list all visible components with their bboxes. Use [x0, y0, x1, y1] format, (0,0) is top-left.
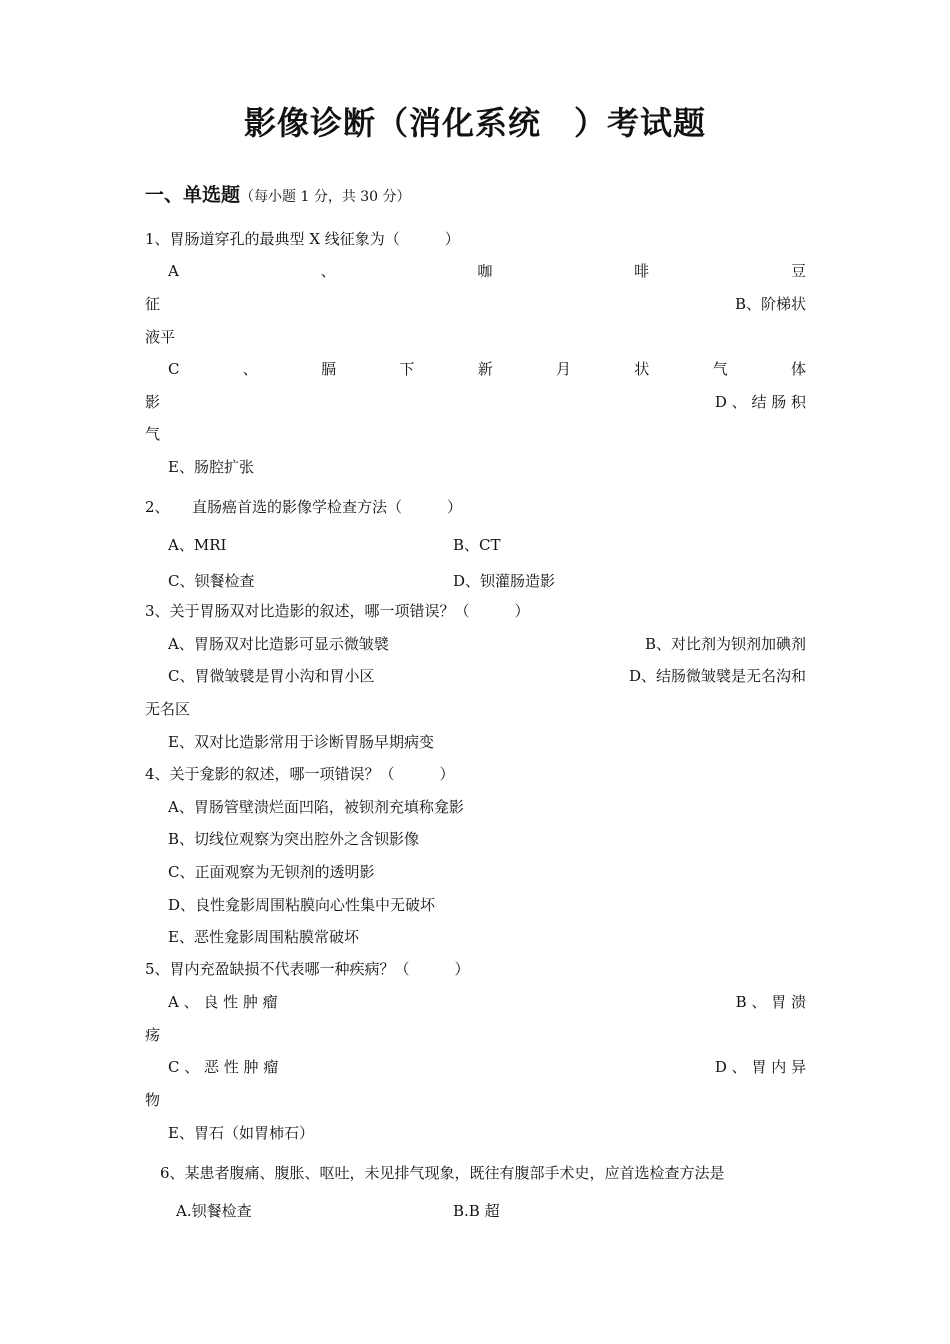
q1-a-tail: 征 — [145, 295, 161, 313]
q5-option-b: B 、 胃 溃 — [735, 993, 806, 1011]
q1-c-char: 膈 — [321, 360, 337, 378]
section-heading-text: 一、单选题 — [145, 184, 241, 206]
q1-c-char: 、 — [242, 360, 258, 378]
q5-option-d: D 、 胃 内 异 — [714, 1058, 806, 1076]
q3-stem: 3、关于胃肠双对比造影的叙述，哪一项错误？（ ） — [145, 602, 530, 620]
q5-option-e: E、胃石（如胃柿石） — [168, 1124, 314, 1142]
q6-stem: 6、某患者腹痛、腹胀、呕吐，未见排气现象，既往有腹部手术史，应首选检查方法是 — [160, 1164, 725, 1182]
q5-option-c: C 、 恶 性 肿 瘤 — [168, 1058, 279, 1076]
q5-b-tail: 疡 — [145, 1026, 161, 1044]
section-note: （每小题 1 分，共 30 分） — [240, 189, 411, 205]
q2-option-a: A、MRI — [168, 536, 227, 554]
q4-option-a: A、胃肠管壁溃烂面凹陷，被钡剂充填称龛影 — [168, 798, 464, 816]
q6-option-a: A.钡餐检查 — [176, 1202, 252, 1220]
q6-option-b: B.B 超 — [453, 1202, 500, 1220]
q2-option-d: D、钡灌肠造影 — [453, 572, 556, 590]
q1-stem: 1、胃肠道穿孔的最典型 X 线征象为（ ） — [145, 230, 460, 248]
q1-option-d: D 、 结 肠 积 — [714, 393, 806, 411]
q1-c-char: 气 — [712, 360, 728, 378]
q4-stem: 4、关于龛影的叙述，哪一项错误？（ ） — [145, 765, 455, 783]
q1-a-char: 啡 — [634, 262, 650, 280]
q4-option-b: B、切线位观察为突出腔外之含钡影像 — [168, 830, 420, 848]
q1-a-char: 咖 — [477, 262, 493, 280]
q1-option-a-row — [168, 261, 806, 281]
q1-c-char: 月 — [556, 360, 572, 378]
page-title: 影像诊断（消化系统 ）考试题 — [243, 104, 706, 142]
q1-option-b: B、阶梯状 — [734, 295, 806, 313]
q1-c-char: C — [168, 360, 180, 378]
q2-stem: 2、 直肠癌首选的影像学检查方法（ ） — [145, 498, 463, 516]
q3-option-b: B、对比剂为钡剂加碘剂 — [644, 635, 806, 653]
q2-option-b: B、CT — [453, 536, 501, 554]
q3-option-a: A、胃肠双对比造影可显示微皱襞 — [168, 635, 389, 653]
q1-c-char: 体 — [790, 360, 806, 378]
q1-option-e: E、肠腔扩张 — [168, 458, 254, 476]
q1-a-char: 豆 — [790, 262, 806, 280]
q3-d-tail: 无名区 — [145, 700, 191, 718]
q1-c-tail: 影 — [145, 393, 161, 411]
q3-option-e: E、双对比造影常用于诊断胃肠早期病变 — [168, 733, 434, 751]
q1-option-c-row — [168, 359, 806, 379]
q1-b-tail: 液平 — [145, 328, 176, 346]
q4-option-e: E、恶性龛影周围粘膜常破坏 — [168, 928, 359, 946]
q1-a-char: 、 — [320, 262, 336, 280]
q5-stem: 5、胃内充盈缺损不代表哪一种疾病？（ ） — [145, 960, 470, 978]
q2-option-c: C、钡餐检查 — [168, 572, 255, 590]
q1-c-char: 下 — [399, 360, 415, 378]
q4-option-c: C、正面观察为无钡剂的透明影 — [168, 863, 375, 881]
q1-a-char: A — [168, 262, 179, 280]
q5-d-tail: 物 — [145, 1091, 161, 1109]
q5-option-a: A 、 良 性 肿 瘤 — [168, 993, 278, 1011]
q4-option-d: D、良性龛影周围粘膜向心性集中无破坏 — [168, 896, 436, 914]
q1-c-char: 状 — [634, 360, 650, 378]
q3-option-c: C、胃微皱襞是胃小沟和胃小区 — [168, 667, 375, 685]
q3-option-d: D、结肠微皱襞是无名沟和 — [628, 667, 806, 685]
q1-d-tail: 气 — [145, 425, 161, 443]
q1-c-char: 新 — [477, 360, 493, 378]
section-heading — [145, 180, 411, 207]
